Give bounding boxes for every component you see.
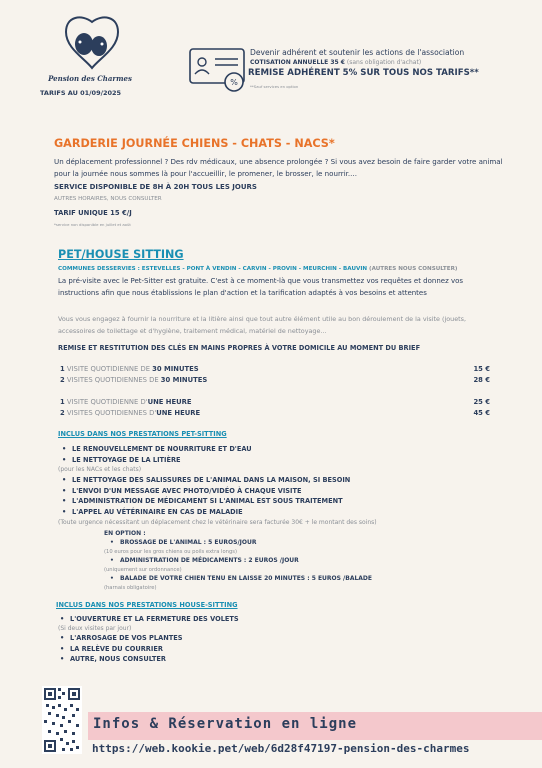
- included-house-title: INCLUS DANS NOS PRESTATIONS HOUSE-SITTING: [56, 601, 238, 609]
- pet-included-list-b: [62, 475, 350, 517]
- included-pet-title: INCLUS DANS NOS PRESTATIONS PET-SITTING: [58, 430, 227, 438]
- brand-name: Pension des Charmes: [48, 74, 132, 83]
- communes-extra: (AUTRES NOUS CONSULTER): [369, 266, 458, 272]
- footer-title: Infos & Réservation en ligne: [93, 716, 358, 732]
- garderie-description: Un déplacement professionnel ? Des rdv médicaux, une absence prolongée ? Si vous avez besoin de faire garder votre animal pour la journée nous sommes là pour l'accueillir, le promener, le brosser, le nourrir....: [54, 157, 503, 178]
- pet-included-list-a: [62, 444, 252, 465]
- garderie-title: GARDERIE JOURNÉE CHIENS - CHATS - NACS*: [54, 137, 335, 150]
- communes-label: COMMUNES DESSERVIES : ESTEVELLES - PONT À VENDIN - CARVIN - PROVIN - MEURCHIN - BAUVIN: [58, 266, 370, 272]
- list-item: • LE NETTOYAGE DES SALISSURES DE L'ANIMAL DANS LA MAISON, SI BESOIN: [62, 475, 350, 486]
- option-balade: • BALADE DE VOTRE CHIEN TENU EN LAISSE 20 MINUTES : 5 EUROS /BALADE: [110, 575, 372, 582]
- list-item: • LA RELÈVE DU COURRIER: [60, 644, 182, 655]
- list-item: • L'OUVERTURE ET LA FERMETURE DES VOLETS: [60, 614, 239, 625]
- remise-note: **Sauf services en option: [250, 84, 299, 89]
- cotisation-note: (sans obligation d'achat): [346, 59, 422, 66]
- list-item: • LE RENOUVELLEMENT DE NOURRITURE ET D'EAU: [62, 444, 252, 455]
- house-included-list-a: [60, 614, 239, 625]
- price-duration: UNE HEURE: [156, 409, 201, 417]
- tarifs-date: TARIFS AU 01/09/2025: [40, 89, 122, 97]
- price-duration: UNE HEURE: [147, 398, 192, 406]
- pet-sitting-title: PET/HOUSE SITTING: [58, 248, 184, 261]
- price-text: VISITE QUOTIDIENNE D': [64, 398, 148, 406]
- booking-link[interactable]: https://web.kookie.pet/web/6d28f47197-pension-des-charmes: [92, 742, 470, 755]
- cotisation: COTISATION ANNUELLE 35 €: [250, 59, 345, 66]
- list-item: • AUTRE, NOUS CONSULTER: [60, 654, 182, 665]
- price-text: VISITES QUOTIDIENNES DE: [64, 376, 161, 384]
- garderie-tarif: TARIF UNIQUE 15 €/J: [54, 209, 132, 217]
- price-value: 25 €: [473, 398, 490, 406]
- other-hours: AUTRES HORAIRES, NOUS CONSULTER: [54, 196, 162, 202]
- price-value: 15 €: [473, 365, 490, 373]
- price-count: 1: [60, 398, 65, 406]
- service-hours: SERVICE DISPONIBLE DE 8H À 20H TOUS LES JOURS: [54, 183, 257, 191]
- price-row: [60, 365, 490, 375]
- remise-line: REMISE ADHÉRENT 5% SUR TOUS NOS TARIFS**: [248, 68, 479, 78]
- price-value: 28 €: [473, 376, 490, 384]
- option-label: EN OPTION :: [104, 530, 146, 537]
- option-note: (harnais obligatoire): [104, 585, 157, 591]
- pet-aside-urgence: (Toute urgence nécessitant un déplacement chez le vétérinaire sera facturée 30€ + le montant des soins): [58, 519, 377, 526]
- price-duration: 30 MINUTES: [152, 365, 199, 373]
- garderie-note: *service non disponible en juillet et août: [54, 222, 131, 227]
- cotisation-line: [250, 59, 421, 66]
- svg-text:%: %: [230, 78, 238, 87]
- price-text: VISITE QUOTIDIENNE DE: [64, 365, 153, 373]
- keys-handover: REMISE ET RESTITUTION DES CLÉS EN MAINS PROPRES À VOTRE DOMICILE AU MOMENT DU BRIEF: [58, 344, 421, 352]
- list-item: • L'ARROSAGE DE VOS PLANTES: [60, 633, 182, 644]
- price-count: 1: [60, 365, 65, 373]
- house-aside: (Si deux visites par jour): [58, 625, 132, 632]
- pet-aside-nacs: (pour les NACs et les chats): [58, 466, 142, 473]
- pet-intro-paragraph: La pré-visite avec le Pet-Sitter est gratuite. C'est à ce moment-là que vous transmettez vos requêtes et donnez vos instructions afin que nous établissions le plan d'action et la tarification adaptés à vos besoins et attentes: [58, 277, 464, 297]
- list-item: • L'APPEL AU VÉTÉRINAIRE EN CAS DE MALADIE: [62, 507, 350, 518]
- list-item: • LE NETTOYAGE DE LA LITIÈRE: [62, 455, 252, 466]
- price-count: 2: [60, 376, 65, 384]
- qr-code-icon[interactable]: [42, 686, 82, 754]
- communes-line: [58, 266, 457, 272]
- price-text: VISITES QUOTIDIENNES D': [64, 409, 157, 417]
- list-item: • L'ADMINISTRATION DE MÉDICAMENT SI L'ANIMAL EST SOUS TRAITEMENT: [62, 496, 350, 507]
- option-note: (uniquement sur ordonnance): [104, 567, 182, 573]
- pet-engagement-paragraph: Vous vous engagez à fournir la nourriture et la litière ainsi que tout autre élément utile au bon déroulement de la visite (jouets, accessoires de toilettage et d'hygiène, traitement médical, matériel de nettoyage...: [58, 315, 467, 335]
- price-value: 45 €: [473, 409, 490, 417]
- list-item: • L'ENVOI D'UN MESSAGE AVEC PHOTO/VIDÉO À CHAQUE VISITE: [62, 486, 350, 497]
- adherent-line: Devenir adhérent et soutenir les actions de l'association: [250, 48, 465, 57]
- option-note: (10 euros pour les gros chiens ou poils extra longs): [104, 549, 237, 555]
- price-count: 2: [60, 409, 65, 417]
- member-card-icon: [188, 46, 246, 94]
- price-duration: 30 MINUTES: [160, 376, 208, 384]
- option-brossage: • BROSSAGE DE L'ANIMAL : 5 EUROS/JOUR: [110, 539, 256, 546]
- option-medicaments: • ADMINISTRATION DE MÉDICAMENTS : 2 EUROS /JOUR: [110, 557, 299, 564]
- house-included-list-b: [60, 633, 182, 665]
- price-row: [60, 409, 490, 419]
- price-row: [60, 376, 490, 386]
- price-row: [60, 398, 490, 408]
